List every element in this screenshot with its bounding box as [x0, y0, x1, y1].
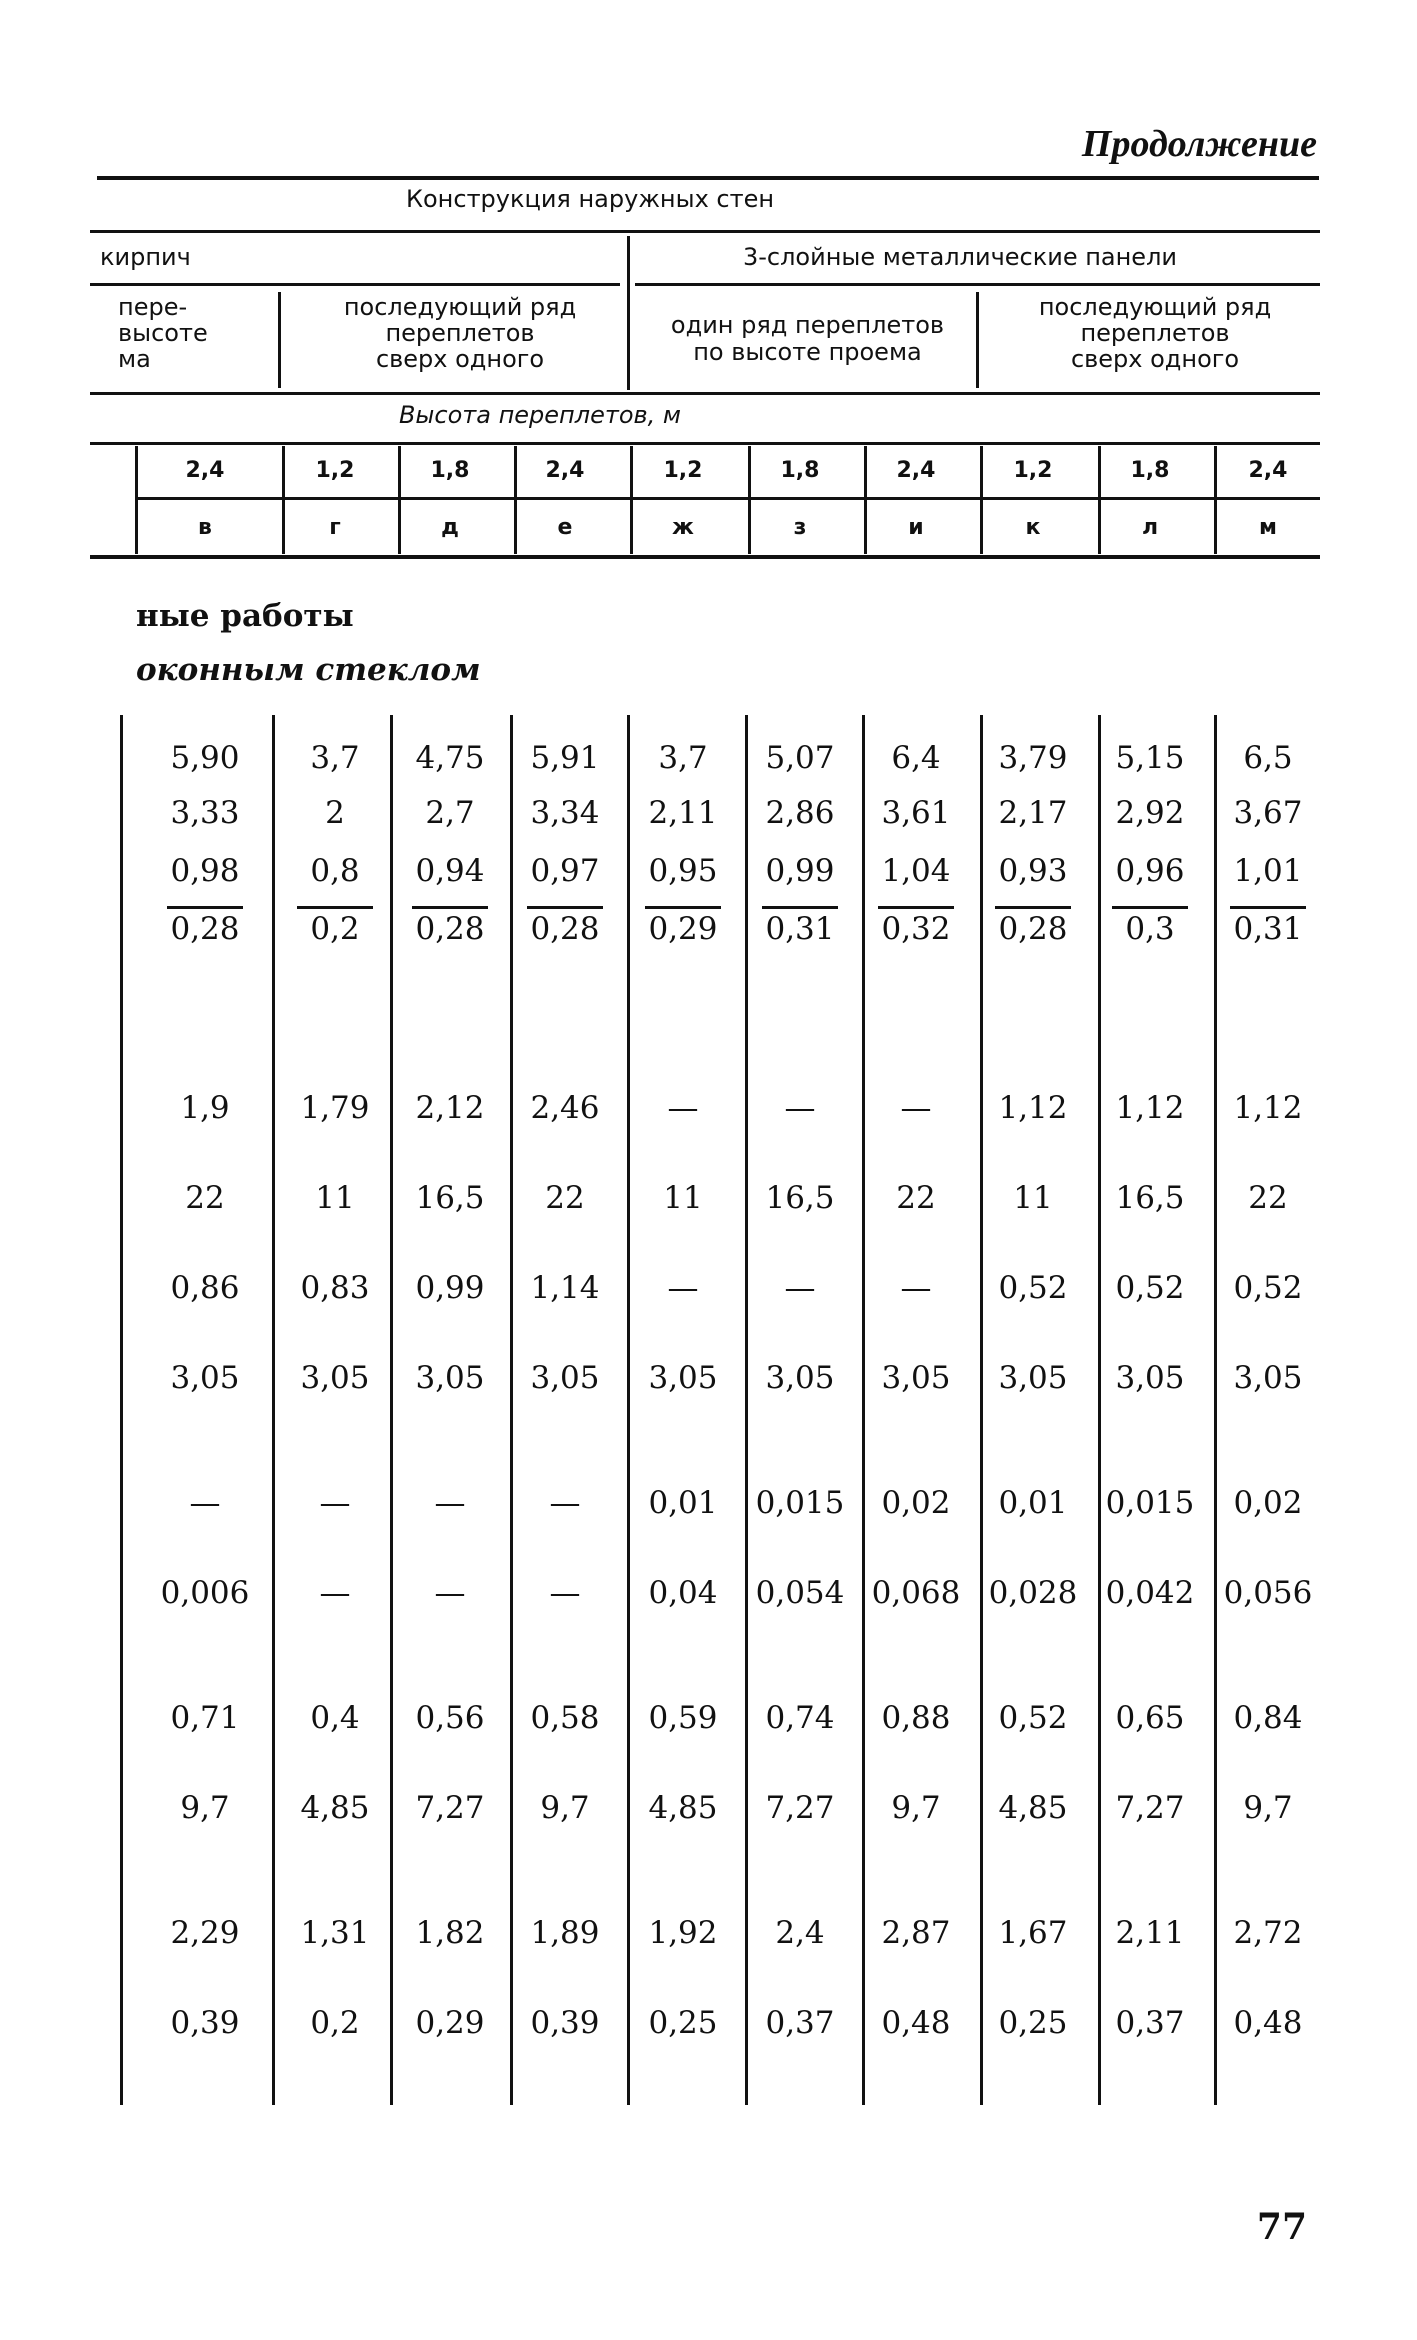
table-cell: 2 [325, 795, 345, 831]
table-cell: 5,07 [765, 740, 835, 776]
table-cell: 3,05 [998, 1360, 1068, 1396]
table-cell: 3,79 [998, 740, 1068, 776]
fraction-numerator: 1,04 [881, 853, 951, 889]
table-cell: 3,05 [1115, 1360, 1185, 1396]
table-cell: 22 [185, 1180, 225, 1216]
height-cell: 1,8 [1130, 458, 1170, 483]
letter-cell: л [1141, 515, 1159, 540]
table-cell: 0,37 [1115, 2005, 1185, 2041]
fraction-bar [1112, 906, 1188, 909]
table-cell: 0,29 [415, 2005, 485, 2041]
fraction-denominator: 0,28 [170, 911, 240, 947]
table-cell: 6,5 [1243, 740, 1293, 776]
height-cell: 1,2 [663, 458, 703, 483]
letter-cell: в [198, 515, 212, 540]
table-cell: — [434, 1575, 466, 1611]
table-cell: 5,15 [1115, 740, 1185, 776]
table-cell: 0,52 [1115, 1270, 1185, 1306]
table-cell: 0,74 [765, 1700, 835, 1736]
fraction-denominator: 0,32 [881, 911, 951, 947]
table-cell: 2,11 [648, 795, 718, 831]
table-cell: 7,27 [1115, 1790, 1185, 1826]
table-cell: 3,05 [881, 1360, 951, 1396]
table-cell: 22 [896, 1180, 936, 1216]
table-cell: — [784, 1270, 816, 1306]
fraction-numerator: 0,98 [170, 853, 240, 889]
table-cell: 11 [1013, 1180, 1053, 1216]
table-cell: 3,05 [170, 1360, 240, 1396]
header-col-subsequent-right: последующий ряд переплетов сверх одного [1038, 293, 1272, 373]
table-cell: 9,7 [1243, 1790, 1293, 1826]
table-cell: 0,52 [1233, 1270, 1303, 1306]
table-cell: 0,04 [648, 1575, 718, 1611]
header-col-one-row: один ряд переплетов по высоте проема [670, 311, 945, 366]
table-cell: — [667, 1090, 699, 1126]
continuation-label: Продолжение [1081, 123, 1317, 165]
table-cell: 0,054 [755, 1575, 845, 1611]
height-cell: 2,4 [896, 458, 936, 483]
height-cell: 2,4 [1248, 458, 1288, 483]
table-cell: 0,01 [648, 1485, 718, 1521]
table-cell: 11 [663, 1180, 703, 1216]
height-cell: 1,2 [1013, 458, 1053, 483]
fraction-numerator: 0,8 [310, 853, 360, 889]
table-cell: 9,7 [891, 1790, 941, 1826]
rule-panels [635, 283, 1320, 286]
height-cell: 2,4 [185, 458, 225, 483]
table-cell: 2,72 [1233, 1915, 1303, 1951]
table-cell: — [319, 1485, 351, 1521]
letter-cell: и [908, 515, 924, 540]
fraction-denominator: 0,31 [765, 911, 835, 947]
fraction-numerator: 0,95 [648, 853, 718, 889]
table-cell: 2,92 [1115, 795, 1185, 831]
table-cell: 16,5 [765, 1180, 835, 1216]
fraction-numerator: 0,93 [998, 853, 1068, 889]
body-column-divider [272, 715, 275, 2105]
table-cell: 0,48 [881, 2005, 951, 2041]
rule-height-caption [90, 392, 1320, 395]
table-cell: 0,52 [998, 1270, 1068, 1306]
table-cell: 1,92 [648, 1915, 718, 1951]
table-cell: 5,91 [530, 740, 600, 776]
table-cell: 6,4 [891, 740, 941, 776]
height-cell: 1,2 [315, 458, 355, 483]
table-cell: 0,39 [530, 2005, 600, 2041]
table-cell: 1,82 [415, 1915, 485, 1951]
table-cell: 2,86 [765, 795, 835, 831]
table-cell: 0,4 [310, 1700, 360, 1736]
table-cell: 11 [315, 1180, 355, 1216]
table-cell: 2,12 [415, 1090, 485, 1126]
height-cell: 1,8 [430, 458, 470, 483]
fraction-denominator: 0,29 [648, 911, 718, 947]
table-cell: 2,46 [530, 1090, 600, 1126]
table-cell: 16,5 [1115, 1180, 1185, 1216]
table-cell: 0,056 [1223, 1575, 1313, 1611]
table-cell: — [189, 1485, 221, 1521]
table-cell: 2,11 [1115, 1915, 1185, 1951]
table-cell: 0,25 [648, 2005, 718, 2041]
letter-cell: к [1025, 515, 1041, 540]
table-cell: 1,67 [998, 1915, 1068, 1951]
table-cell: 3,05 [765, 1360, 835, 1396]
construction-caption: Конструкция наружных стен [405, 185, 775, 213]
body-column-divider [120, 715, 123, 2105]
table-cell: 4,75 [415, 740, 485, 776]
table-cell: 0,86 [170, 1270, 240, 1306]
table-cell: 5,90 [170, 740, 240, 776]
table-cell: 1,79 [300, 1090, 370, 1126]
fraction-bar [297, 906, 373, 909]
fraction-numerator: 1,01 [1233, 853, 1303, 889]
table-cell: 3,05 [648, 1360, 718, 1396]
table-cell: 0,25 [998, 2005, 1068, 2041]
height-cell: 1,8 [780, 458, 820, 483]
table-cell: 1,12 [1115, 1090, 1185, 1126]
table-cell: 3,05 [300, 1360, 370, 1396]
table-cell: 22 [545, 1180, 585, 1216]
letter-cell: ж [672, 515, 694, 540]
panels-caption: 3-слойные металлические панели [742, 243, 1178, 271]
table-cell: 0,042 [1105, 1575, 1195, 1611]
table-cell: 16,5 [415, 1180, 485, 1216]
fraction-bar [527, 906, 603, 909]
section-subtitle: оконным стеклом [136, 652, 481, 688]
table-cell: — [549, 1575, 581, 1611]
table-cell: 0,015 [1105, 1485, 1195, 1521]
table-cell: 2,87 [881, 1915, 951, 1951]
table-cell: 0,02 [881, 1485, 951, 1521]
header-col-first: пере- высоте ма [118, 293, 208, 373]
fraction-denominator: 0,28 [998, 911, 1068, 947]
table-cell: 0,56 [415, 1700, 485, 1736]
fraction-numerator: 0,96 [1115, 853, 1185, 889]
table-cell: 22 [1248, 1180, 1288, 1216]
rule-heights [90, 442, 1320, 445]
table-cell: 0,01 [998, 1485, 1068, 1521]
rule-construction [90, 230, 1320, 233]
fraction-denominator: 0,28 [530, 911, 600, 947]
table-cell: 2,17 [998, 795, 1068, 831]
divider-header-main [627, 236, 630, 390]
height-cell: 2,4 [545, 458, 585, 483]
header-column-divider [135, 446, 138, 554]
fraction-numerator: 0,94 [415, 853, 485, 889]
table-cell: — [667, 1270, 699, 1306]
rule-brick [90, 283, 620, 286]
table-cell: 0,84 [1233, 1700, 1303, 1736]
table-cell: 0,59 [648, 1700, 718, 1736]
fraction-bar [995, 906, 1071, 909]
table-cell: 7,27 [765, 1790, 835, 1826]
rule-top [97, 176, 1319, 180]
table-cell: 3,05 [415, 1360, 485, 1396]
table-cell: 0,39 [170, 2005, 240, 2041]
table-cell: 0,65 [1115, 1700, 1185, 1736]
fraction-denominator: 0,3 [1125, 911, 1175, 947]
divider-h2 [976, 292, 979, 388]
table-cell: 3,05 [530, 1360, 600, 1396]
table-cell: — [549, 1485, 581, 1521]
fraction-bar [412, 906, 488, 909]
fraction-bar [878, 906, 954, 909]
letter-cell: д [441, 515, 459, 540]
fraction-denominator: 0,28 [415, 911, 485, 947]
fraction-bar [645, 906, 721, 909]
table-cell: 1,12 [1233, 1090, 1303, 1126]
table-cell: 4,85 [648, 1790, 718, 1826]
table-cell: 1,14 [530, 1270, 600, 1306]
table-cell: 1,31 [300, 1915, 370, 1951]
table-cell: 4,85 [998, 1790, 1068, 1826]
table-cell: 2,4 [775, 1915, 825, 1951]
table-cell: — [784, 1090, 816, 1126]
table-cell: 0,88 [881, 1700, 951, 1736]
fraction-bar [167, 906, 243, 909]
table-cell: — [900, 1090, 932, 1126]
table-cell: 3,05 [1233, 1360, 1303, 1396]
table-cell: 1,89 [530, 1915, 600, 1951]
table-cell: 0,015 [755, 1485, 845, 1521]
table-cell: 2,29 [170, 1915, 240, 1951]
fraction-bar [762, 906, 838, 909]
table-cell: 0,48 [1233, 2005, 1303, 2041]
section-title: ные работы [136, 598, 354, 634]
table-cell: 0,02 [1233, 1485, 1303, 1521]
fraction-denominator: 0,2 [310, 911, 360, 947]
table-cell: 0,58 [530, 1700, 600, 1736]
fraction-numerator: 0,97 [530, 853, 600, 889]
divider-h1 [278, 292, 281, 388]
table-cell: 3,7 [658, 740, 708, 776]
table-cell: 4,85 [300, 1790, 370, 1826]
height-caption: Высота переплетов, м [398, 401, 682, 429]
table-cell: 1,12 [998, 1090, 1068, 1126]
table-cell: 7,27 [415, 1790, 485, 1826]
table-cell: 0,006 [160, 1575, 250, 1611]
table-cell: 0,2 [310, 2005, 360, 2041]
table-cell: 9,7 [180, 1790, 230, 1826]
fraction-bar [1230, 906, 1306, 909]
table-cell: 0,71 [170, 1700, 240, 1736]
table-cell: 3,34 [530, 795, 600, 831]
rule-header-bottom [90, 555, 1320, 559]
table-cell: 3,33 [170, 795, 240, 831]
table-cell: 0,37 [765, 2005, 835, 2041]
table-cell: 9,7 [540, 1790, 590, 1826]
fraction-denominator: 0,31 [1233, 911, 1303, 947]
table-cell: — [434, 1485, 466, 1521]
letter-cell: е [557, 515, 573, 540]
header-col-subsequent-left: последующий ряд переплетов сверх одного [343, 293, 577, 373]
fraction-numerator: 0,99 [765, 853, 835, 889]
table-cell: 0,068 [871, 1575, 961, 1611]
table-cell: 2,7 [425, 795, 475, 831]
table-cell: 0,83 [300, 1270, 370, 1306]
brick-caption: кирпич [100, 243, 191, 271]
page-number: 77 [1256, 2206, 1307, 2248]
table-cell: — [900, 1270, 932, 1306]
table-cell: 3,61 [881, 795, 951, 831]
table-cell: — [319, 1575, 351, 1611]
rule-letters [135, 497, 1320, 500]
table-cell: 3,67 [1233, 795, 1303, 831]
table-cell: 0,99 [415, 1270, 485, 1306]
table-cell: 0,028 [988, 1575, 1078, 1611]
table-cell: 1,9 [180, 1090, 230, 1126]
table-cell: 0,52 [998, 1700, 1068, 1736]
letter-cell: г [329, 515, 341, 540]
letter-cell: з [793, 515, 807, 540]
letter-cell: м [1259, 515, 1277, 540]
table-cell: 3,7 [310, 740, 360, 776]
